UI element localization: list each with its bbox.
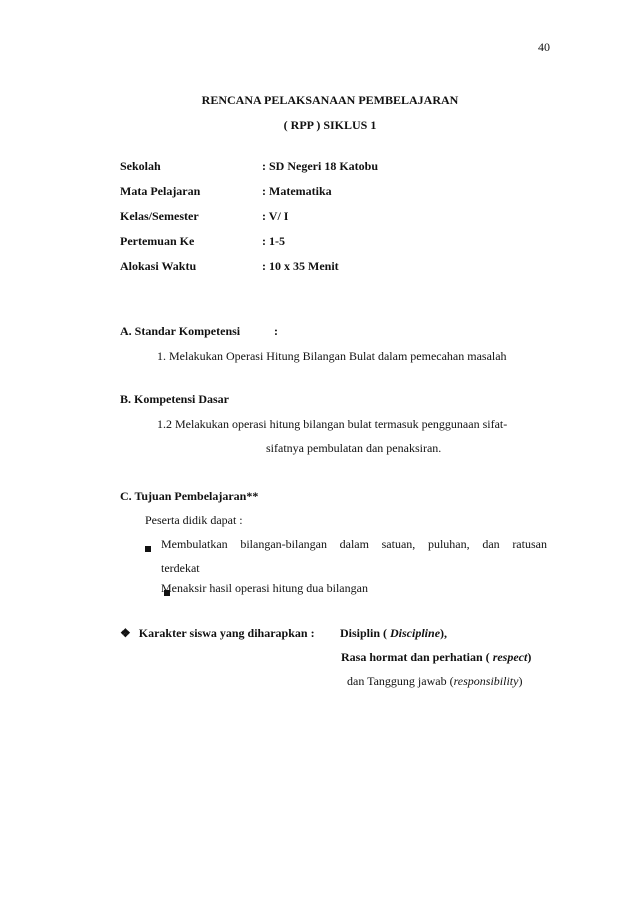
section-c-bullet1-line1 [161, 537, 547, 552]
bullet1-word: Membulatkan [161, 537, 228, 551]
info-label-pertemuan: Pertemuan Ke [120, 234, 195, 248]
karakter-line2-italic: respect [492, 650, 528, 664]
info-value-pertemuan: : 1-5 [262, 234, 285, 248]
info-label-kelas-semester: Kelas/Semester [120, 209, 199, 223]
section-c-intro: Peserta didik dapat : [145, 513, 243, 527]
info-value-alokasi-waktu: : 10 x 35 Menit [262, 259, 339, 273]
karakter-line1-italic: Discipline [390, 626, 441, 640]
info-value-mata-pelajaran: : Matematika [262, 184, 332, 198]
section-a-colon: : [274, 324, 278, 338]
karakter-line3 [347, 674, 522, 689]
bullet1-word: dalam [339, 537, 369, 551]
bullet1-word: ratusan [512, 537, 547, 551]
karakter-line1-text: Disiplin ( [340, 626, 391, 640]
section-a-heading: A. Standar Kompetensi [120, 324, 241, 338]
section-b-item-line1: 1.2 Melakukan operasi hitung bilangan bulat termasuk penggunaan sifat- [157, 417, 508, 431]
section-b-item-line2: sifatnya pembulatan dan penaksiran. [266, 441, 442, 455]
document-subtitle: ( RPP ) SIKLUS 1 [283, 118, 377, 132]
section-c-bullet2: Menaksir hasil operasi hitung dua bilangan [161, 581, 368, 595]
document-title: RENCANA PELAKSANAAN PEMBELAJARAN [201, 93, 459, 107]
info-value-kelas-semester: : V/ I [262, 209, 289, 223]
karakter-label-row [120, 626, 315, 641]
info-value-sekolah: : SD Negeri 18 Katobu [262, 159, 378, 173]
bullet1-word: dan [482, 537, 500, 551]
info-label-mata-pelajaran: Mata Pelajaran [120, 184, 201, 198]
karakter-line3-end: ) [518, 674, 523, 688]
section-b-heading: B. Kompetensi Dasar [120, 392, 229, 406]
section-c-bullet1-line2: terdekat [161, 561, 200, 575]
karakter-line3-italic: responsibility [453, 674, 519, 688]
info-label-alokasi-waktu: Alokasi Waktu [120, 259, 197, 273]
info-label-sekolah: Sekolah [120, 159, 161, 173]
karakter-line2-text: Rasa hormat dan perhatian ( [341, 650, 493, 664]
karakter-label: Karakter siswa yang diharapkan : [138, 626, 315, 640]
karakter-line1-end: ), [440, 626, 448, 640]
page-number: 40 [538, 40, 550, 54]
bullet1-word: puluhan, [427, 537, 470, 551]
bullet1-word: satuan, [381, 537, 416, 551]
karakter-line2 [341, 650, 531, 665]
section-c-heading: C. Tujuan Pembelajaran** [120, 489, 259, 503]
bullet1-word: bilangan-bilangan [240, 537, 327, 551]
karakter-line1 [340, 626, 447, 641]
karakter-line3-text: dan Tanggung jawab ( [347, 674, 454, 688]
section-a-item: 1. Melakukan Operasi Hitung Bilangan Bulat dalam pemecahan masalah [157, 349, 507, 363]
diamond-bullet-icon: ❖ [120, 626, 131, 640]
square-bullet-icon [145, 546, 151, 552]
karakter-line2-end: ) [527, 650, 532, 664]
